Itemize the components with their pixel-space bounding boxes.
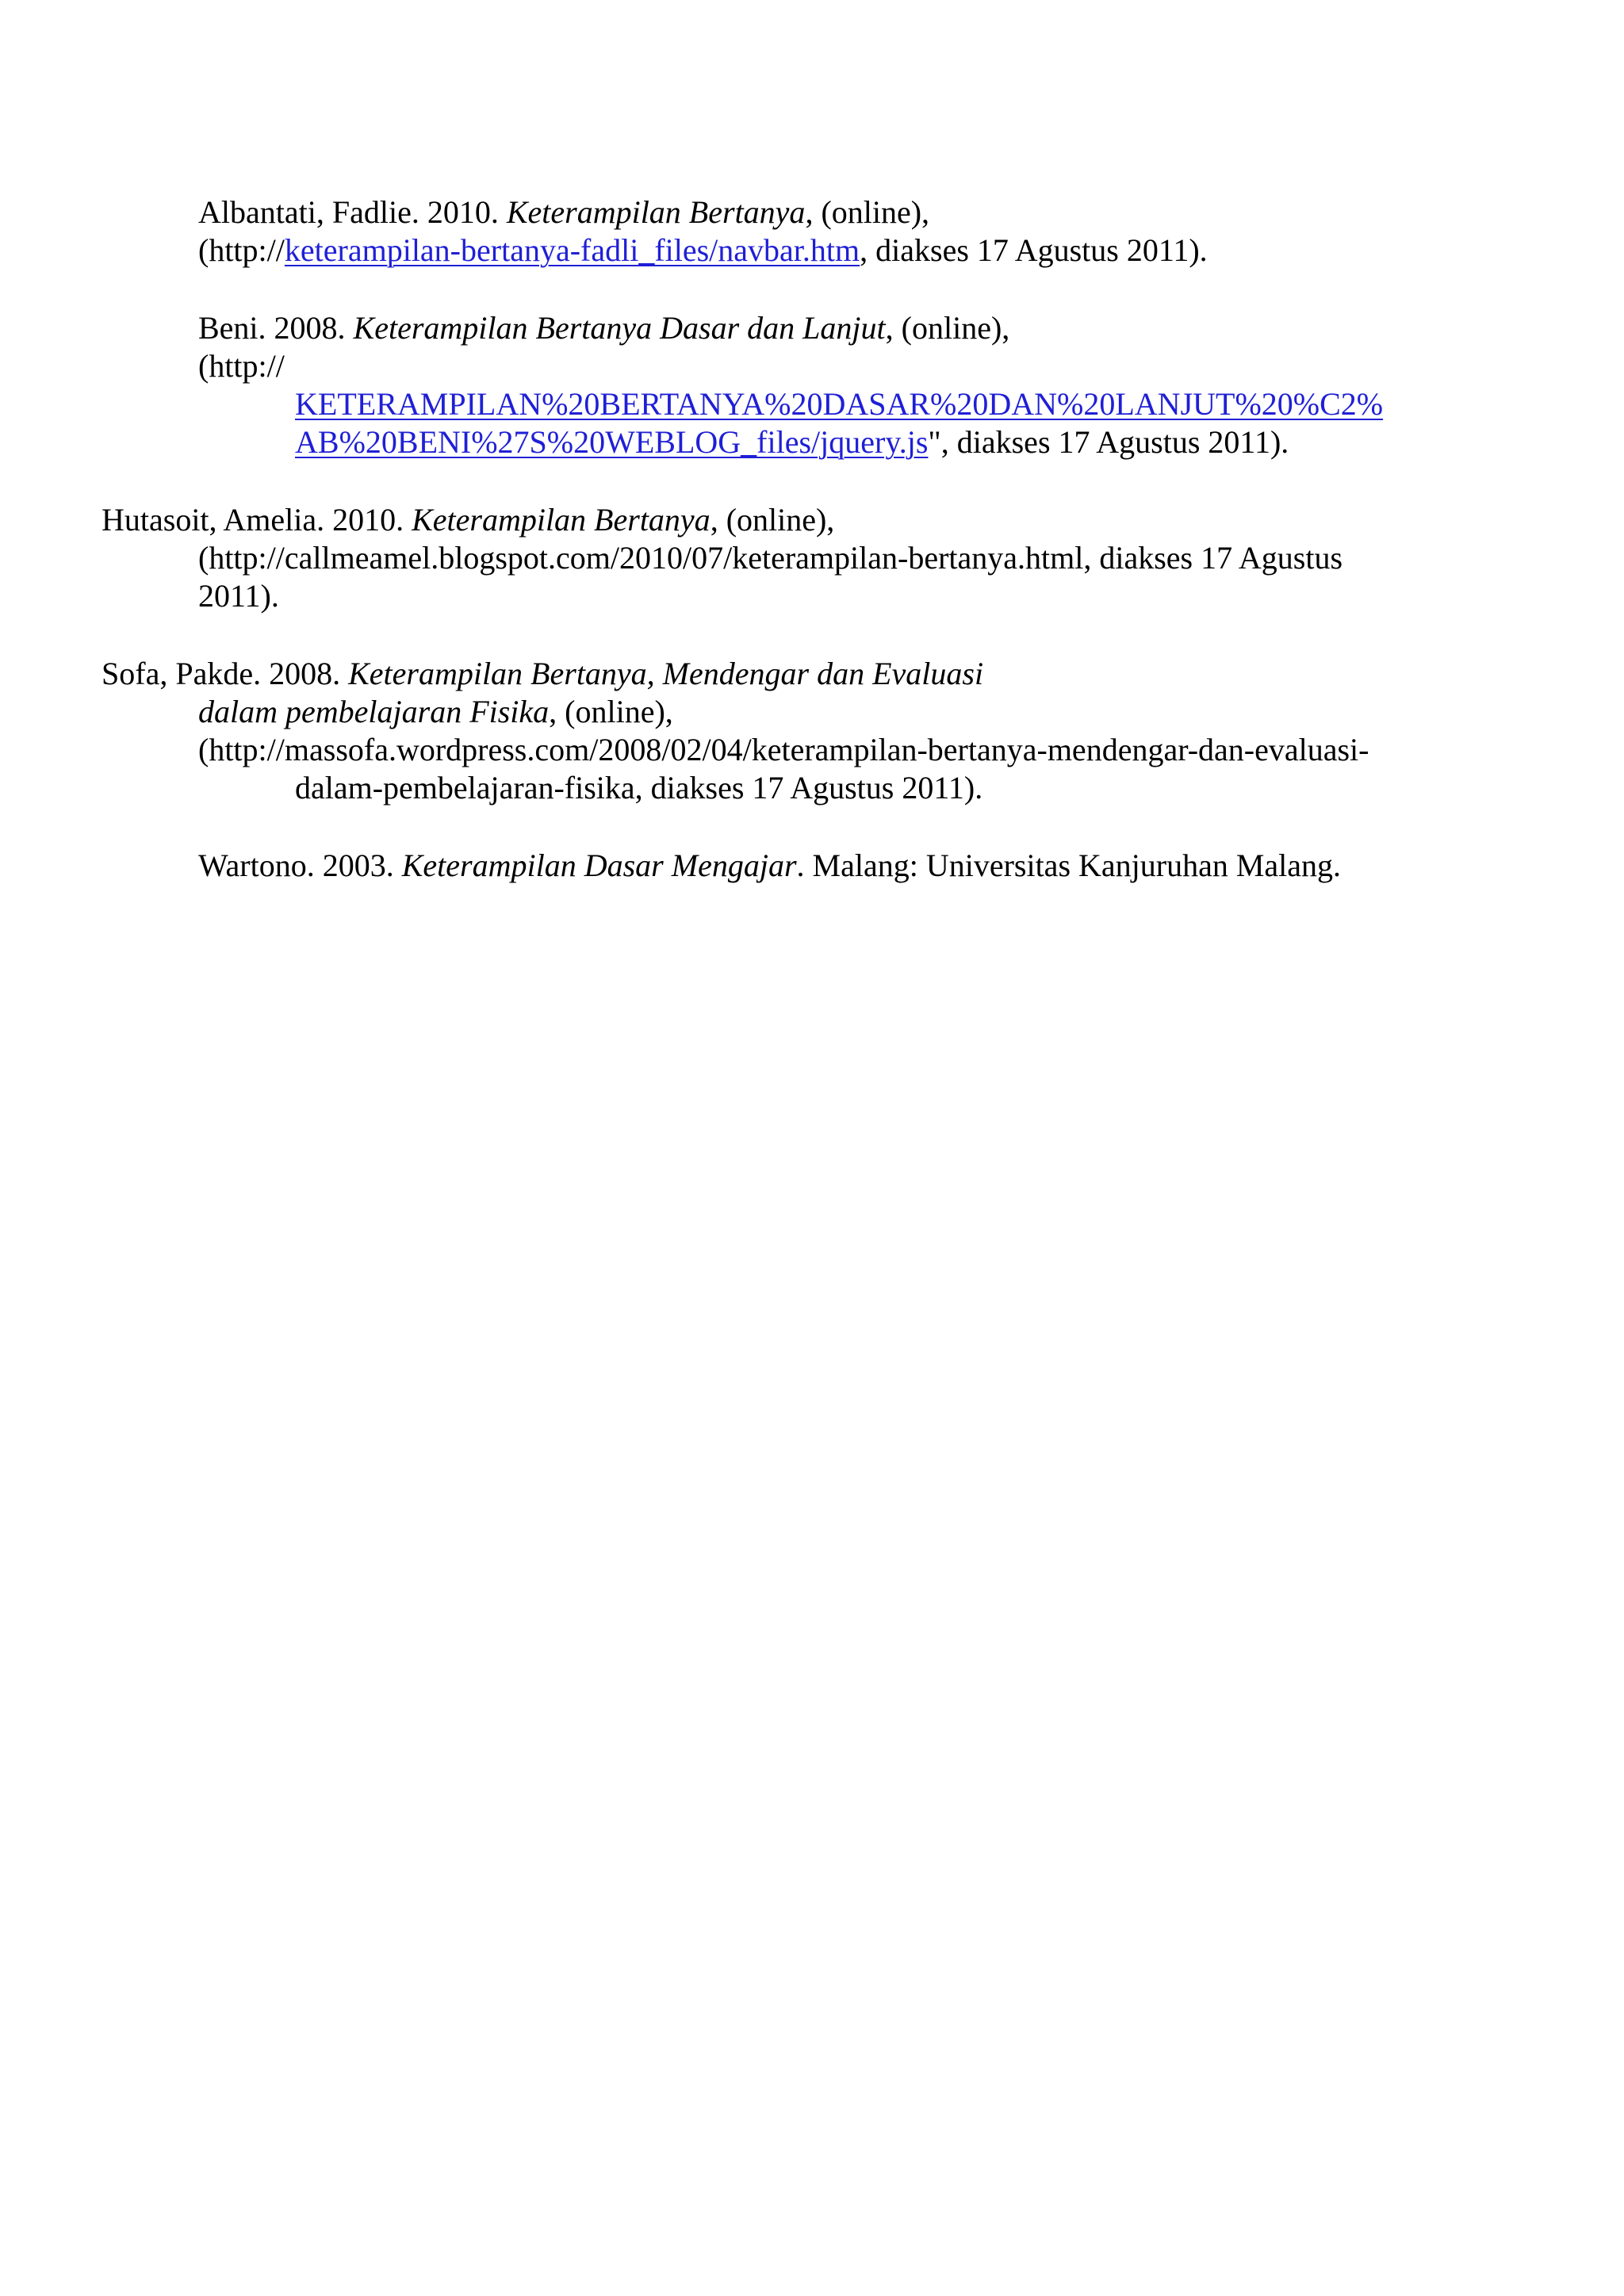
reference-sofa-line-4 bbox=[295, 769, 982, 807]
reference-text: , (online), bbox=[885, 310, 1010, 346]
reference-author-date: Albantati, Fadlie. 2010. bbox=[198, 194, 507, 230]
reference-access-date: ", diakses 17 Agustus 2011). bbox=[928, 424, 1289, 460]
reference-hutasoit-line-2 bbox=[198, 539, 1342, 577]
reference-author-date: Wartono. 2003. bbox=[198, 848, 402, 883]
reference-sofa-line-2 bbox=[198, 693, 673, 731]
reference-beni-line-3 bbox=[295, 385, 1383, 423]
reference-access-date: dalam-pembelajaran-fisika, diakses 17 Agustus 2011). bbox=[295, 770, 983, 806]
reference-albantati-line-1 bbox=[198, 193, 929, 232]
reference-url-link[interactable]: KETERAMPILAN%20BERTANYA%20DASAR%20DAN%20LANJUT%20%C2% bbox=[295, 386, 1384, 422]
reference-title: dalam pembelajaran Fisika bbox=[198, 694, 550, 729]
reference-text: (http:// bbox=[198, 232, 285, 268]
reference-url-link[interactable]: AB%20BENI%27S%20WEBLOG_files/jquery.js bbox=[295, 424, 929, 460]
reference-sofa-line-3 bbox=[198, 731, 1369, 769]
reference-title: Keterampilan Bertanya bbox=[412, 502, 710, 538]
reference-text: , (online), bbox=[549, 694, 673, 729]
reference-author-date: Sofa, Pakde. 2008. bbox=[102, 656, 349, 691]
reference-url-link[interactable]: keterampilan-bertanya-fadli_files/navbar.htm bbox=[284, 232, 860, 268]
reference-text: 2011). bbox=[198, 578, 279, 614]
reference-sofa-line-1 bbox=[102, 655, 983, 693]
reference-hutasoit-line-3 bbox=[198, 577, 279, 615]
reference-title: Keterampilan Dasar Mengajar bbox=[401, 848, 797, 883]
reference-albantati-line-2 bbox=[198, 232, 1208, 270]
reference-text: (http://massofa.wordpress.com/2008/02/04/keterampilan-bertanya-mendengar-dan-evaluasi- bbox=[198, 732, 1369, 767]
reference-text: , (online), bbox=[805, 194, 930, 230]
reference-author-date: Beni. 2008. bbox=[198, 310, 354, 346]
reference-access-date: , diakses 17 Agustus 2011). bbox=[860, 232, 1208, 268]
reference-title: Keterampilan Bertanya, Mendengar dan Evaluasi bbox=[348, 656, 984, 691]
reference-author-date: Hutasoit, Amelia. 2010. bbox=[102, 502, 412, 538]
reference-text: (http://callmeamel.blogspot.com/2010/07/keterampilan-bertanya.html, diakses 17 Agustus bbox=[198, 540, 1343, 576]
reference-beni-line-1 bbox=[198, 309, 1009, 347]
reference-text: , (online), bbox=[710, 502, 835, 538]
reference-hutasoit-line-1 bbox=[102, 501, 834, 539]
reference-title: Keterampilan Bertanya bbox=[506, 194, 806, 230]
reference-text: . Malang: Universitas Kanjuruhan Malang. bbox=[796, 848, 1342, 883]
reference-beni-line-4 bbox=[295, 423, 1289, 461]
reference-beni-line-2 bbox=[198, 347, 285, 385]
reference-wartono-line-1 bbox=[198, 847, 1341, 885]
reference-text: (http:// bbox=[198, 348, 285, 384]
reference-title: Keterampilan Bertanya Dasar dan Lanjut bbox=[353, 310, 886, 346]
